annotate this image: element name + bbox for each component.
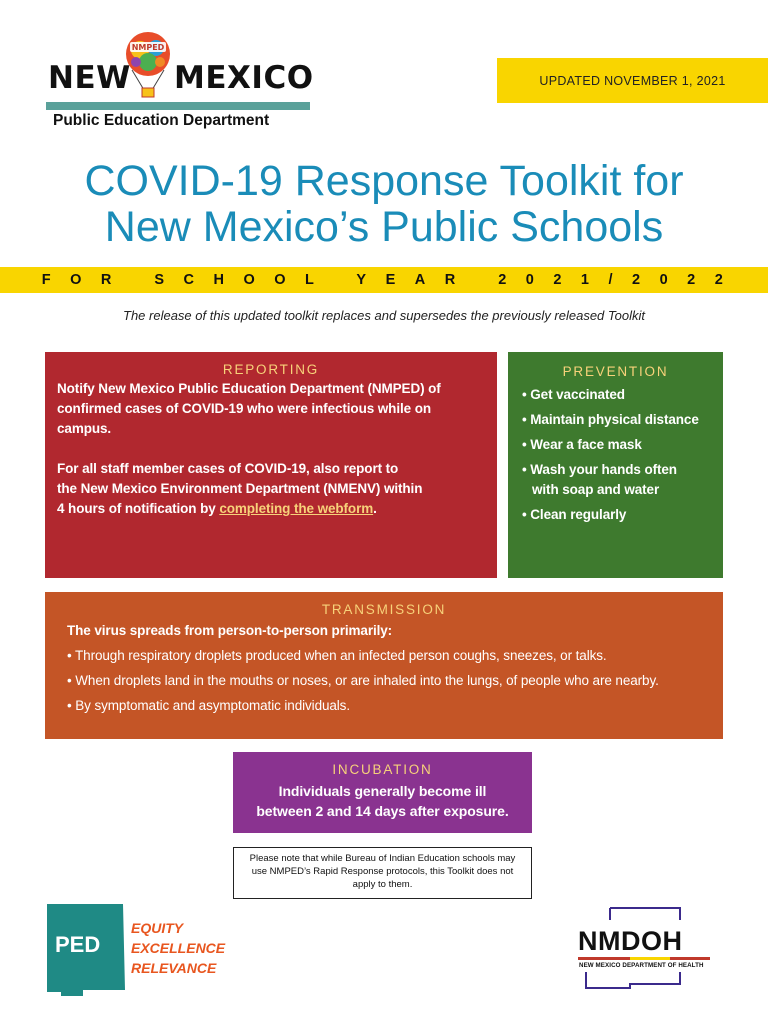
page-title: [0, 158, 768, 250]
ped-words: [131, 918, 225, 978]
incubation-panel: [233, 752, 532, 833]
reporting-para-2: [57, 459, 485, 519]
transmission-lead: The virus spreads from person-to-person primarily:: [67, 623, 393, 638]
bie-note: Please note that while Bureau of Indian Education schools may use NMPED’s Rapid Response protocols, this Toolkit does not apply to them.: [233, 847, 532, 899]
nmped-logo: [46, 30, 314, 130]
ped-word-equity: EQUITY: [131, 920, 184, 936]
nmdoh-logo: [570, 906, 720, 992]
webform-link[interactable]: completing the webform: [219, 501, 374, 516]
reporting-panel: [45, 352, 497, 578]
list-item: • When droplets land in the mouths or noses, or are inhaled into the lungs, of people who are nearby.: [67, 673, 659, 688]
ped-abbr: PED: [55, 932, 101, 957]
logo-subtitle: Public Education Department: [53, 112, 270, 129]
ped-logo: [45, 902, 225, 998]
svg-text:NMPED: NMPED: [131, 43, 165, 52]
list-item: • Clean regularly: [522, 507, 627, 522]
school-year-text: FOR SCHOOL YEAR 2021/2022: [41, 272, 743, 288]
logo-divider: [46, 102, 310, 110]
incubation-heading: INCUBATION: [332, 762, 433, 777]
title-line-2: New Mexico’s Public Schools: [104, 203, 664, 251]
reporting-para-2-end: .: [373, 501, 377, 516]
reporting-para-1: Notify New Mexico Public Education Department (NMPED) of confirmed cases of COVID-19 who were infectious while on campus.: [57, 381, 441, 436]
title-line-1: COVID-19 Response Toolkit for: [84, 157, 684, 205]
school-year-band: [0, 267, 768, 293]
list-item: • Wear a face mask: [522, 437, 642, 452]
list-item: • Through respiratory droplets produced when an infected person coughs, sneezes, or talks.: [67, 648, 607, 663]
reporting-para-2-line-3: 4 hours of notification by: [57, 501, 220, 516]
reporting-heading: REPORTING: [222, 362, 320, 377]
prevention-list: [522, 385, 709, 525]
prevention-heading: PREVENTION: [562, 364, 669, 379]
nmdoh-abbr: NMDOH: [578, 926, 683, 956]
ped-word-excellence: EXCELLENCE: [131, 940, 226, 956]
list-item: • By symptomatic and asymptomatic individuals.: [67, 698, 350, 713]
release-note: The release of this updated toolkit replaces and supersedes the previously released Toolkit: [123, 308, 645, 323]
nmdoh-subtitle: NEW MEXICO DEPARTMENT OF HEALTH: [579, 962, 704, 969]
reporting-para-2-line-2: the New Mexico Environment Department (NMENV) within: [57, 481, 423, 496]
logo-mexico: MEXICO: [174, 60, 314, 96]
transmission-panel: [45, 592, 723, 739]
incubation-line-2: between 2 and 14 days after exposure.: [256, 803, 509, 819]
incubation-line-1: Individuals generally become ill: [278, 783, 487, 799]
list-item-continuation: with soap and water: [532, 482, 660, 497]
updated-badge: UPDATED NOVEMBER 1, 2021: [497, 58, 768, 103]
transmission-heading: TRANSMISSION: [321, 602, 447, 617]
list-item: • Wash your hands often: [522, 462, 677, 477]
reporting-para-2-line-1: For all staff member cases of COVID-19, also report to: [57, 461, 399, 476]
logo-new: NEW: [48, 60, 131, 96]
ped-word-relevance: RELEVANCE: [131, 960, 217, 976]
list-item: • Maintain physical distance: [522, 412, 699, 427]
list-item: • Get vaccinated: [522, 387, 625, 402]
prevention-panel: [508, 352, 723, 578]
